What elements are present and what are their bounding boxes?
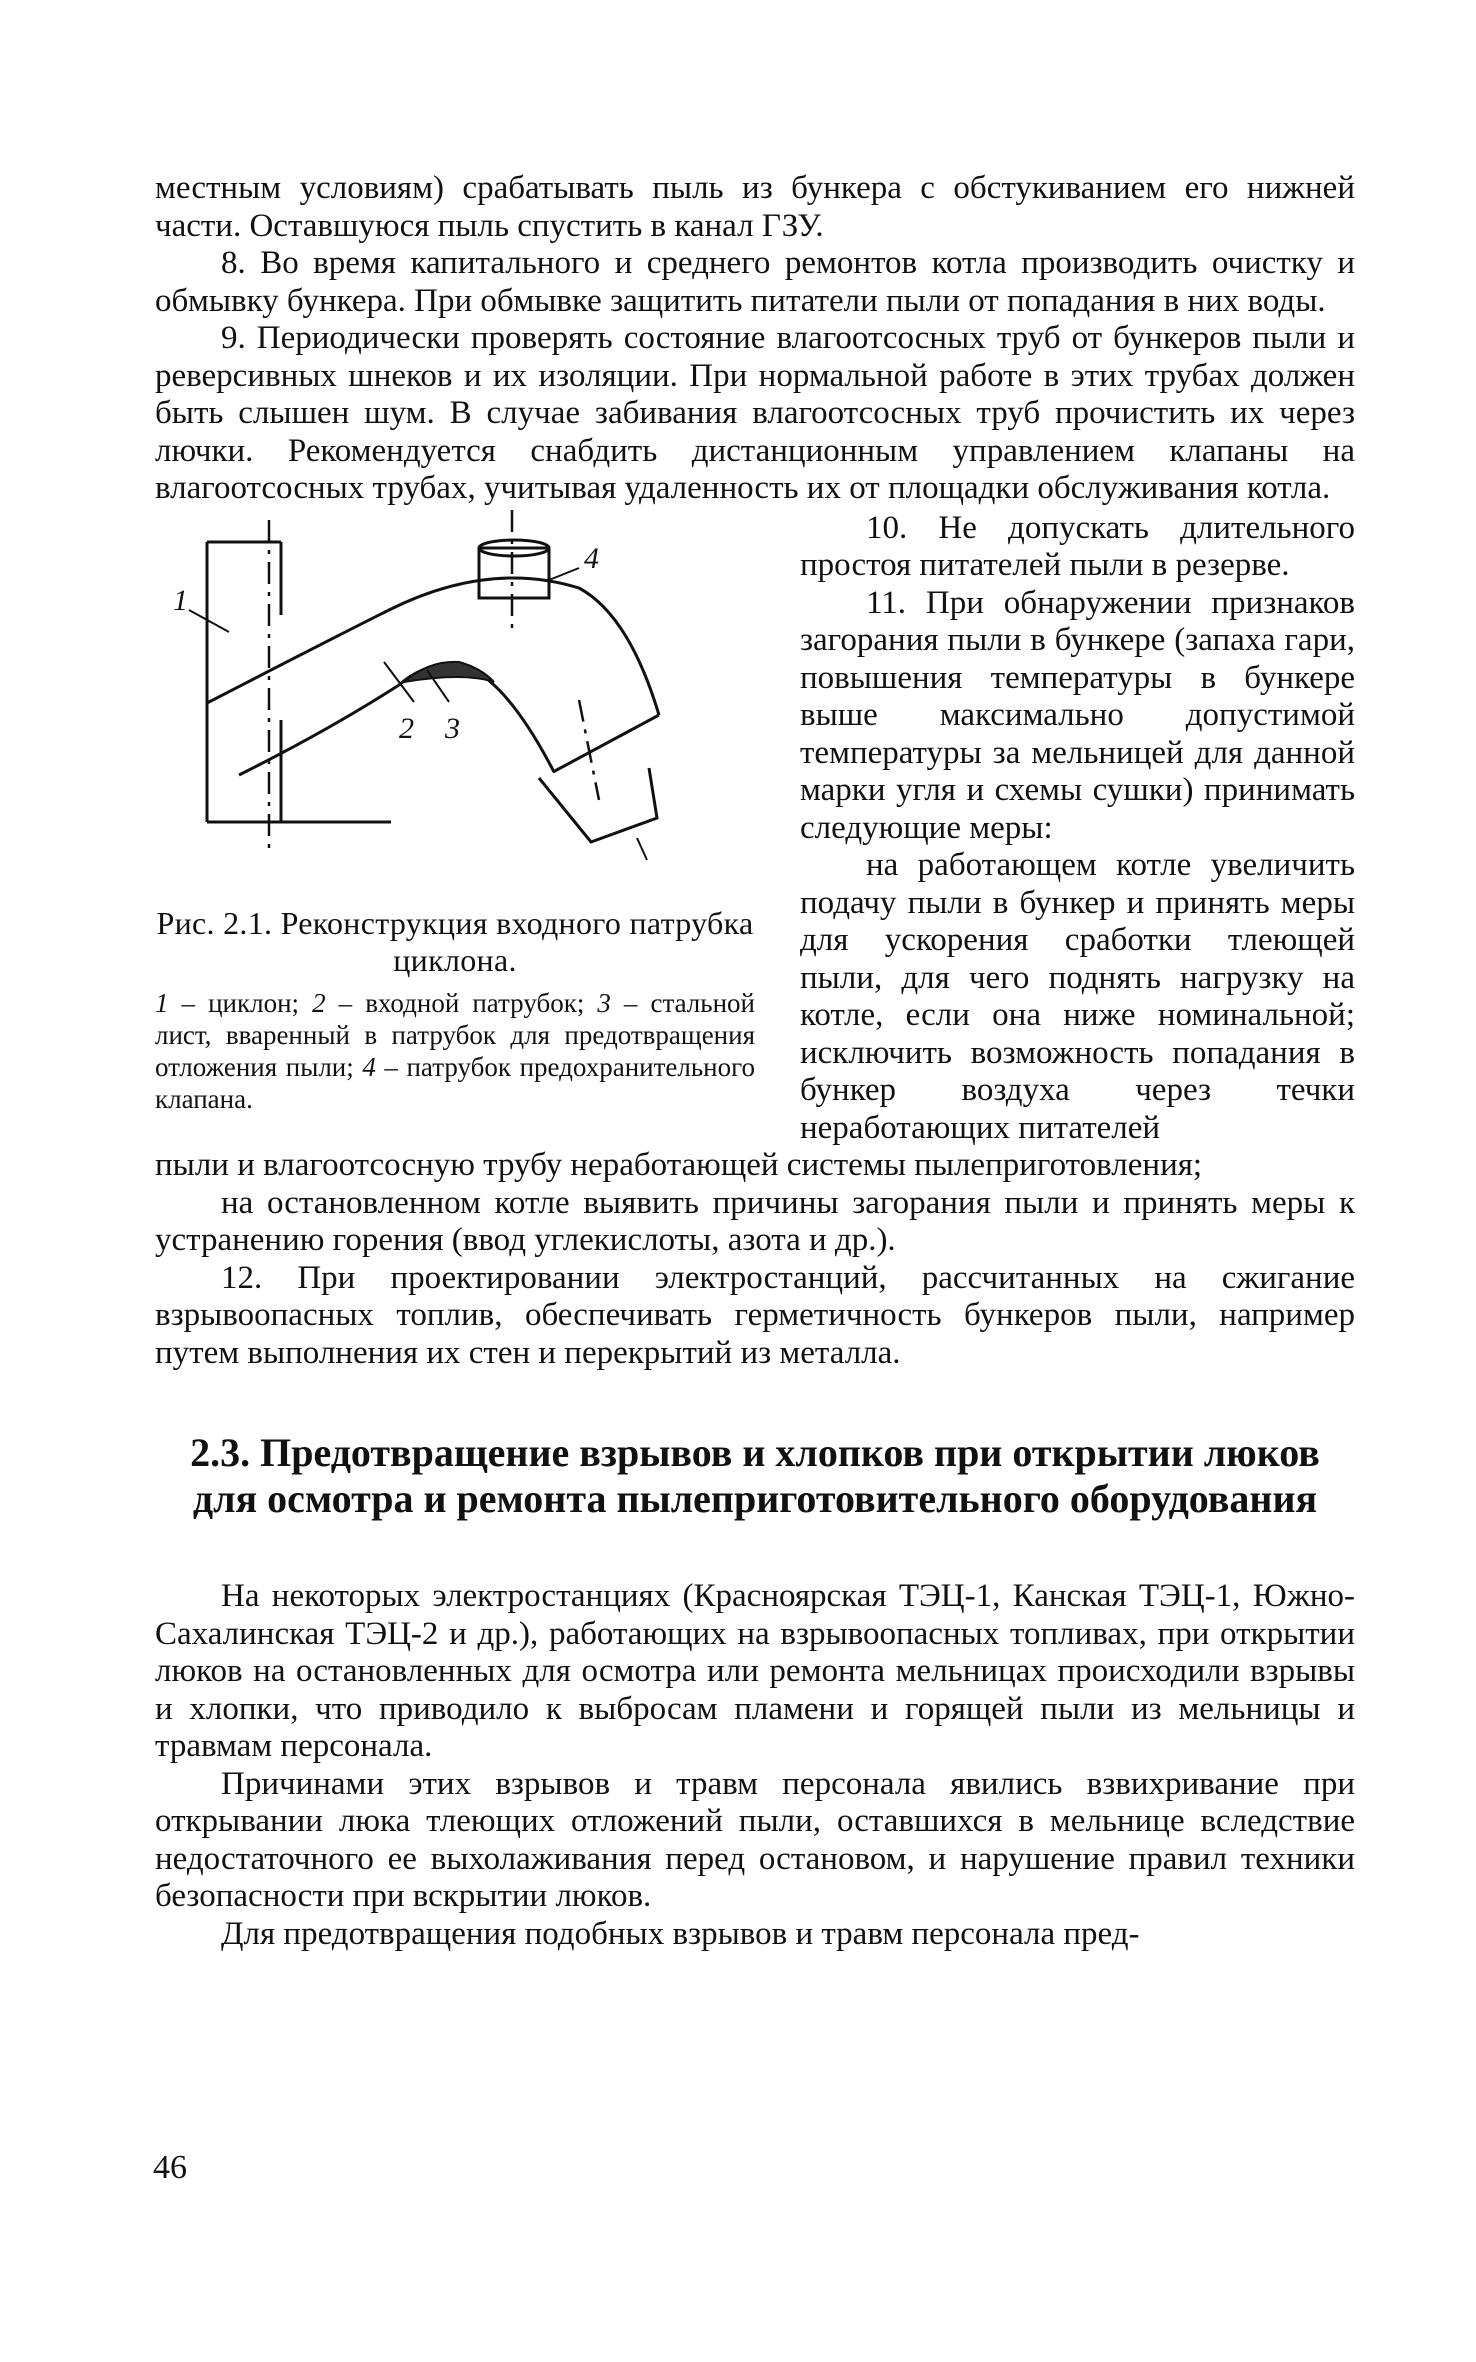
arrow-stem — [637, 838, 647, 860]
section-paragraph-3: Для предотвращения подобных взрывов и травм персонала пред- — [221, 1915, 1140, 1952]
paragraph-item-11a-continuation: пыли и влагоотсосную трубу неработающей системы пылеприготовления; — [155, 1147, 1203, 1183]
figure-block — [155, 510, 755, 1115]
paragraph-item-11a: на работающем котле увеличить подачу пыли в бункер и принять меры для ускорения сработки тлеющей пыли, для чего поднять нагрузку на котле, если она ниже номинальной; исключить возможность попадания в бункер воздуха через течки неработающих питателей — [800, 847, 1355, 1146]
paragraph-item-11: 11. При обнаружении признаков загорания пыли в бункере (запаха гари, повышения температуры в бункере выше максимально допустимой температуры за мельницей для данной марки угля и схемы сушки) принимать следующие меры: — [800, 584, 1355, 846]
legend-num-1: 1 — [155, 987, 169, 1018]
paragraph-continuation: местным условиям) срабатывать пыль из бункера с обстукиванием его нижней части. Оставшуюся пыль спустить в канал ГЗУ. — [155, 170, 1355, 244]
page-body — [155, 170, 1355, 1953]
figure-label-3: 3 — [445, 711, 460, 745]
figure-label-1: 1 — [173, 583, 188, 617]
paragraph-item-9: 9. Периодически проверять состояние влагоотсосных труб от бункеров пыли и реверсивных шнеков и их изоляции. При нормальной работе в этих трубах должен быть слышен шум. В случае забивания влагоотсосных труб прочистить их через лючки. Рекомендуется снабдить дистанционным управлением клапаны на влагоотсосных трубах, учитывая удаленность их от площадки обслуживания котла. — [155, 320, 1355, 506]
legend-text-1: – циклон; — [168, 987, 313, 1018]
legend-num-4: 4 — [362, 1051, 376, 1082]
inlet-duct-outer — [207, 577, 659, 714]
legend-text-3: – стальной лист, вваренный в патрубок для предотвращения отложения пыли; — [155, 987, 755, 1082]
section-paragraph-1: На некоторых электростанциях (Красноярская ТЭЦ-1, Канская ТЭЦ-1, Южно-Сахалинская ТЭЦ-2 и др.), работающих на взрывоопасных топливах, при открытии люков на остановленных для осмотра или ремонта мельницах происходили взрывы и хлопки, что приводило к выбросам пламени и горящей пыли из мельницы и травмам персонала. — [155, 1578, 1355, 1764]
section-paragraph-2: Причинами этих взрывов и травм персонала явились взвихривание при открывании люка тлеющих отложений пыли, оставшихся в мельнице вследствие недостаточного ее выхолаживания перед остановом, и нарушение правил техники безопасности при вскрытии люков. — [155, 1765, 1355, 1914]
paragraph-item-10: 10. Не допускать длительного простоя питателей пыли в резерве. — [800, 509, 1355, 583]
figure-and-side-text — [155, 510, 1355, 1148]
figure-legend — [155, 987, 755, 1115]
paragraph-item-12: 12. При проектировании электростанций, рассчитанных на сжигание взрывоопасных топлив, обеспечивать герметичность бункеров пыли, например путем выполнения их стен и перекрытий из металла. — [155, 1259, 1355, 1371]
duct-end-line — [553, 715, 659, 772]
inlet-duct-inner — [239, 665, 554, 775]
leader-4 — [549, 568, 579, 580]
duct-outlet — [539, 768, 657, 842]
cyclone-inlet-drawing — [159, 510, 719, 865]
legend-text-2: – входной патрубок; — [325, 987, 598, 1018]
legend-text-4: – патрубок предохранительного клапана. — [155, 1051, 756, 1114]
paragraph-item-11b: на остановленном котле выявить причины загорания пыли и принять меры к устранению горения (ввод углекислоты, азота и др.). — [155, 1184, 1355, 1258]
leader-1 — [189, 610, 229, 632]
steel-plate — [404, 661, 494, 681]
paragraph-item-8: 8. Во время капитального и среднего ремонтов котла производить очистку и обмывку бункера. При обмывке защитить питатели пыли от попадания в них воды. — [155, 245, 1355, 319]
side-text-column — [800, 510, 1355, 1148]
figure-label-4: 4 — [584, 541, 599, 575]
legend-num-2: 2 — [312, 987, 326, 1018]
legend-num-3: 3 — [597, 987, 611, 1018]
section-heading: 2.3. Предотвращение взрывов и хлопков при открытии люков для осмотра и ремонта пылеприготовительного оборудования — [190, 1430, 1320, 1521]
page-number: 46 — [153, 2149, 187, 2186]
figure-caption-title: Рис. 2.1. Реконструкция входного патрубка циклона. — [156, 904, 754, 978]
figure-label-2: 2 — [399, 711, 414, 745]
